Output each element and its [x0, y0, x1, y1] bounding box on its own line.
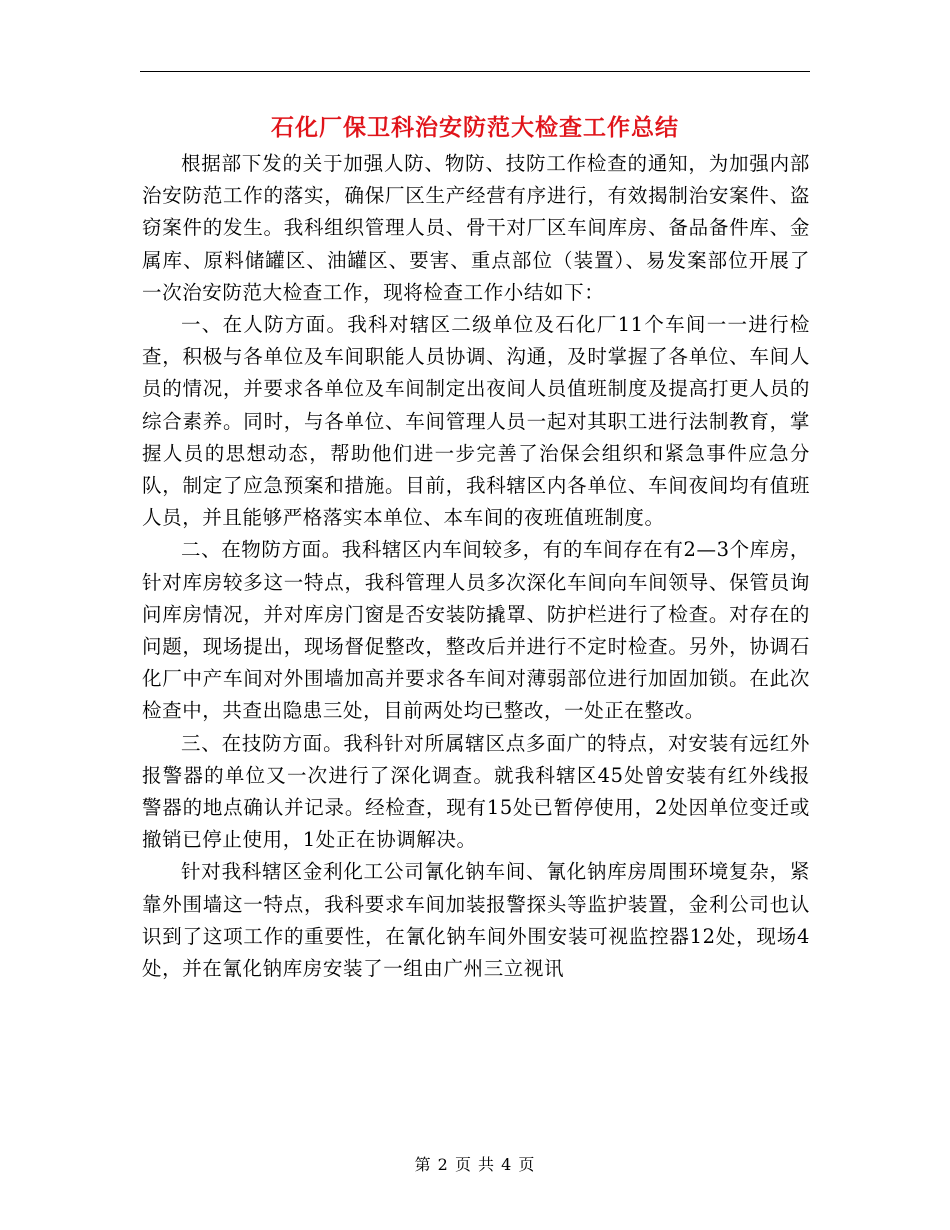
paragraph-personnel-defense: 一、在人防方面。我科对辖区二级单位及石化厂11个车间一一进行检查，积极与各单位及车间职能人员协调、沟通，及时掌握了各单位、车间人员的情况，并要求各单位及车间制定出夜间人员值班制度及提高打更人员的综合素养。同时，与各单位、车间管理人员一起对其职工进行法制教育，掌握人员的思想动态，帮助他们进一步完善了治保会组织和紧急事件应急分队，制定了应急预案和措施。目前，我科辖区内各单位、车间夜间均有值班人员，并且能够严格落实本单位、本车间的夜班值班制度。	[142, 313, 810, 530]
paragraph-cyanide-workshop: 针对我科辖区金利化工公司氰化钠车间、氰化钠库房周围环境复杂，紧靠外围墙这一特点，我科要求车间加装报警探头等监护装置，金利公司也认识到了这项工作的重要性，在氰化钠车间外围安装可视监控器12处，现场4处，并在氰化钠库房安装了一组由广州三立视讯	[142, 860, 810, 981]
paragraph-technical-defense: 三、在技防方面。我科针对所属辖区点多面广的特点，对安装有远红外报警器的单位又一次进行了深化调查。就我科辖区45处曾安装有红外线报警器的地点确认并记录。经检查，现有15处已暂停使用，2处因单位变迁或撤销已停止使用，1处正在协调解决。	[142, 731, 810, 852]
header-rule	[140, 71, 810, 72]
document-title: 石化厂保卫科治安防范大检查工作总结	[271, 114, 679, 141]
paragraph-intro: 根据部下发的关于加强人防、物防、技防工作检查的通知，为加强内部治安防范工作的落实，确保厂区生产经营有序进行，有效揭制治安案件、盗窃案件的发生。我科组织管理人员、骨干对厂区车间库房、备品备件库、金属库、原料储罐区、油罐区、要害、重点部位（装置）、易发案部位开展了一次治安防范大检查工作，现将检查工作小结如下：	[142, 152, 810, 304]
document-body	[142, 148, 810, 985]
page-number: 第 2 页 共 4 页	[414, 1155, 536, 1174]
paragraph-physical-defense: 二、在物防方面。我科辖区内车间较多，有的车间存在有2—3个库房，针对库房较多这一特点，我科管理人员多次深化车间向车间领导、保管员询问库房情况，并对库房门窗是否安装防撬罩、防护栏进行了检查。对存在的问题，现场提出，现场督促整改，整改后并进行不定时检查。另外，协调石化厂中产车间对外围墙加高并要求各车间对薄弱部位进行加固加锁。在此次检查中，共查出隐患三处，目前两处均已整改，一处正在整改。	[142, 538, 811, 723]
